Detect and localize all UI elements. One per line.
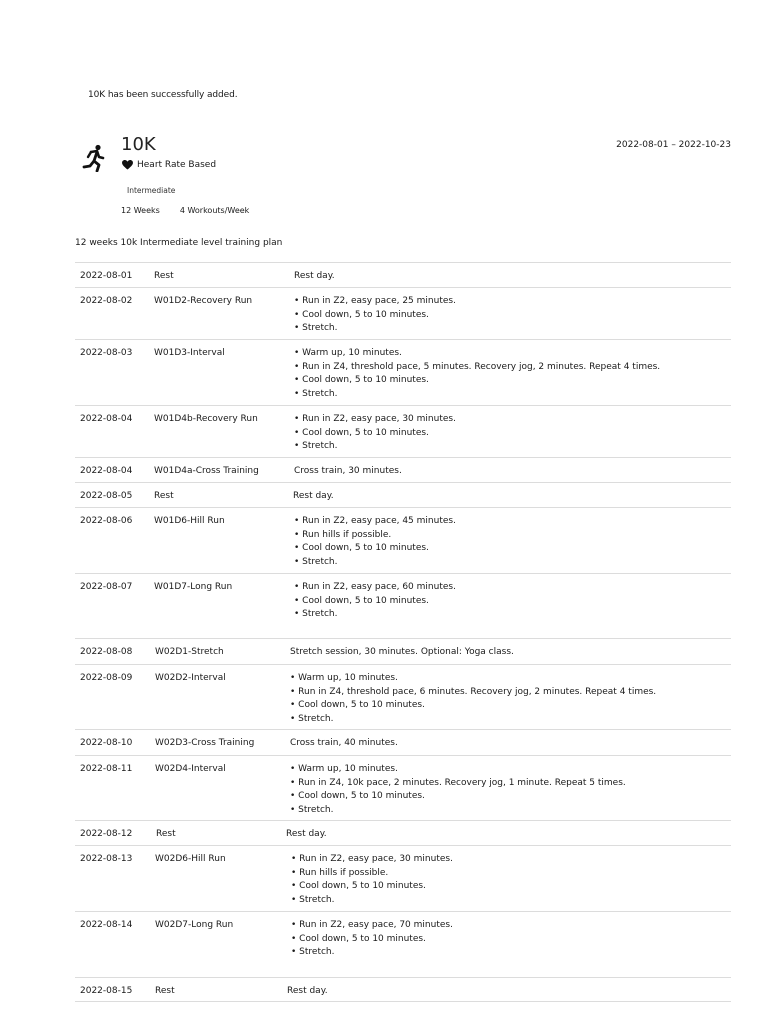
workout-step: • Cool down, 5 to 10 minutes.: [294, 375, 429, 386]
workout-step: • Run in Z2, easy pace, 45 minutes.: [294, 516, 456, 526]
workout-date: 2022-08-13: [80, 854, 133, 864]
workout-name: W01D6-Hill Run: [154, 516, 225, 526]
schedule-row: [75, 729, 731, 755]
workout-step: • Run hills if possible.: [291, 867, 389, 878]
workout-name: W01D2-Recovery Run: [154, 296, 253, 306]
plan-description: 12 weeks 10k Intermediate level training plan: [75, 238, 283, 248]
schedule-row: [75, 845, 731, 911]
heart-icon: [122, 160, 133, 170]
runner-icon: [82, 144, 106, 172]
schedule-row: [75, 482, 731, 507]
schedule-row: [75, 405, 731, 457]
workout-step: • Run in Z2, easy pace, 60 minutes.: [294, 582, 456, 592]
workout-date: 2022-08-11: [80, 764, 133, 774]
workout-description: [293, 490, 334, 504]
workout-date: 2022-08-08: [80, 647, 133, 657]
workout-name: Rest: [155, 986, 175, 996]
workout-step: • Stretch.: [291, 894, 335, 905]
workout-step: • Stretch.: [294, 323, 338, 334]
workout-step: • Cool down, 5 to 10 minutes.: [291, 881, 426, 892]
workout-name: Rest: [156, 829, 176, 839]
workout-date: 2022-08-09: [80, 673, 133, 683]
workout-step: • Cool down, 5 to 10 minutes.: [294, 543, 429, 554]
workout-step: • Run in Z2, easy pace, 30 minutes.: [291, 854, 453, 864]
schedule-row: [75, 755, 731, 820]
schedule-row: [75, 573, 731, 638]
workout-description: [294, 347, 660, 401]
workout-step: • Cool down, 5 to 10 minutes.: [294, 309, 429, 320]
workout-name: W01D4a-Cross Training: [154, 466, 259, 476]
workout-date: 2022-08-14: [80, 920, 133, 930]
schedule-row: [75, 638, 731, 664]
heart-rate-label-row: [122, 160, 216, 170]
workout-step: Rest day.: [293, 491, 334, 501]
plan-workouts-per-week: 4 Workouts/Week: [179, 206, 250, 215]
workout-step: • Stretch.: [290, 804, 334, 815]
workout-name: Rest: [154, 271, 174, 281]
workout-description: [286, 828, 327, 842]
workout-date: 2022-08-15: [80, 986, 133, 996]
schedule-row: [75, 911, 731, 977]
plan-header: [76, 134, 731, 224]
workout-description: [287, 985, 328, 999]
workout-step: • Run hills if possible.: [294, 529, 392, 540]
schedule-row: [75, 262, 731, 287]
workout-step: • Run in Z4, threshold pace, 5 minutes. Recovery jog, 2 minutes. Repeat 4 times.: [294, 361, 661, 372]
workout-step: Cross train, 40 minutes.: [290, 738, 398, 748]
workout-step: • Warm up, 10 minutes.: [290, 673, 398, 683]
workout-date: 2022-08-06: [80, 516, 133, 526]
workout-date: 2022-08-01: [80, 271, 133, 281]
workout-name: W01D4b-Recovery Run: [154, 414, 258, 424]
schedule-row: [75, 507, 731, 573]
workout-step: • Stretch.: [294, 609, 338, 620]
workout-step: Rest day.: [287, 986, 328, 996]
workout-step: Rest day.: [294, 271, 335, 281]
workout-date: 2022-08-04: [80, 466, 133, 476]
workout-step: • Warm up, 10 minutes.: [294, 348, 402, 358]
workout-step: • Stretch.: [294, 388, 338, 399]
plan-date-range: 2022-08-01 – 2022-10-23: [616, 140, 731, 150]
workout-description: [290, 737, 398, 751]
schedule-row: [75, 339, 731, 405]
schedule-table: [75, 262, 731, 1002]
workout-step: • Stretch.: [291, 947, 335, 958]
success-message: 10K has been successfully added.: [88, 90, 238, 100]
schedule-row: [75, 977, 731, 1002]
workout-description: [291, 853, 453, 907]
workout-name: W02D3-Cross Training: [155, 738, 255, 748]
workout-description: [294, 413, 456, 454]
workout-step: • Stretch.: [294, 556, 338, 567]
workout-name: W02D2-Interval: [155, 673, 226, 683]
workout-date: 2022-08-07: [80, 582, 133, 592]
workout-date: 2022-08-12: [80, 829, 133, 839]
workout-date: 2022-08-10: [80, 738, 133, 748]
workout-name: W01D7-Long Run: [154, 582, 233, 592]
workout-description: [294, 581, 456, 622]
workout-name: W01D3-Interval: [154, 348, 225, 358]
workout-step: • Stretch.: [294, 441, 338, 452]
workout-description: [294, 270, 335, 284]
schedule-row: [75, 457, 731, 482]
workout-name: W02D7-Long Run: [155, 920, 234, 930]
workout-step: • Run in Z2, easy pace, 70 minutes.: [291, 920, 453, 930]
workout-step: Cross train, 30 minutes.: [294, 466, 402, 476]
workout-step: • Cool down, 5 to 10 minutes.: [294, 595, 429, 606]
workout-step: • Cool down, 5 to 10 minutes.: [290, 791, 425, 802]
workout-date: 2022-08-02: [80, 296, 133, 306]
workout-step: Stretch session, 30 minutes. Optional: Yoga class.: [290, 647, 514, 657]
workout-description: [294, 515, 456, 569]
workout-description: [290, 646, 514, 660]
workout-step: • Run in Z4, threshold pace, 6 minutes. Recovery jog, 2 minutes. Repeat 4 times.: [290, 686, 657, 697]
schedule-row: [75, 664, 731, 729]
plan-weeks: 12 Weeks: [121, 206, 160, 215]
plan-title: 10K: [121, 134, 156, 155]
workout-step: • Cool down, 5 to 10 minutes.: [294, 427, 429, 438]
workout-date: 2022-08-03: [80, 348, 133, 358]
workout-name: W02D1-Stretch: [155, 647, 224, 657]
workout-step: • Run in Z2, easy pace, 30 minutes.: [294, 414, 456, 424]
plan-meta: [121, 206, 249, 215]
workout-description: [294, 465, 402, 479]
heart-rate-label: Heart Rate Based: [137, 160, 217, 170]
schedule-row: [75, 287, 731, 339]
workout-description: [290, 672, 656, 726]
workout-name: W02D4-Interval: [155, 764, 226, 774]
plan-level: Intermediate: [127, 186, 176, 195]
workout-step: Rest day.: [286, 829, 327, 839]
workout-description: [294, 295, 456, 336]
workout-step: • Stretch.: [290, 713, 334, 724]
workout-name: Rest: [154, 491, 174, 501]
workout-description: [290, 763, 626, 817]
schedule-row: [75, 820, 731, 845]
workout-step: • Cool down, 5 to 10 minutes.: [290, 700, 425, 711]
workout-date: 2022-08-04: [80, 414, 133, 424]
workout-step: • Run in Z4, 10k pace, 2 minutes. Recovery jog, 1 minute. Repeat 5 times.: [290, 777, 626, 788]
workout-step: • Cool down, 5 to 10 minutes.: [291, 933, 426, 944]
workout-date: 2022-08-05: [80, 491, 133, 501]
workout-step: • Run in Z2, easy pace, 25 minutes.: [294, 296, 456, 306]
workout-name: W02D6-Hill Run: [155, 854, 226, 864]
workout-step: • Warm up, 10 minutes.: [290, 764, 398, 774]
workout-description: [291, 919, 453, 960]
